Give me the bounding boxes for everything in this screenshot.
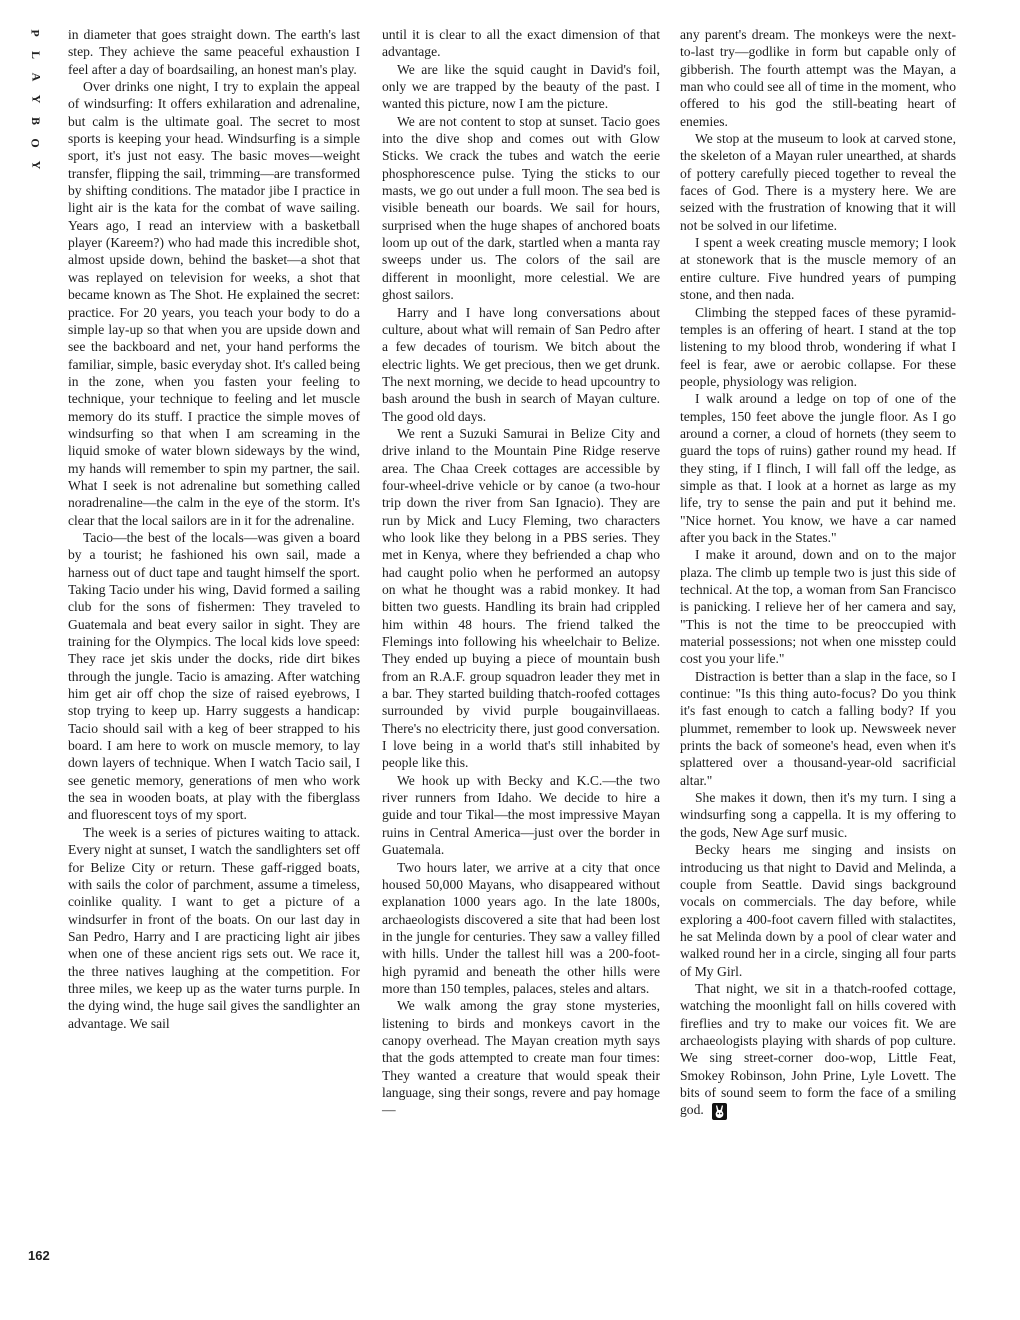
article-paragraph: We are like the squid caught in David's foil, only we are trapped by the beauty of the past. I wanted this picture, now I am the picture. (382, 61, 660, 112)
article-paragraph: Distraction is better than a slap in the face, so I continue: "Is this thing auto-focus? Do you think it's fast enough to catch a falling body? If you plummet, remember to look up. Newsweek never prints the back of someone's head, even when it's splattered over a thousand-year-old sacrificial altar." (680, 668, 956, 788)
article-paragraph: until it is clear to all the exact dimension of that advantage. (382, 27, 660, 60)
article-paragraph: in diameter that goes straight down. The earth's last step. They achieve the same peaceful exhaustion I feel after a day of boardsailing, an honest man's play. (68, 27, 360, 77)
article-paragraph: We are not content to stop at sunset. Tacio goes into the dive shop and comes out with Glow Sticks. We crack the tubes and watch the eerie phosphorescence pulse. Tying the sticks to our masts, we go out under a full moon. The sea bed is visible beneath our boards. We sail for hours, surprised when the huge shapes of anchored boats loom up out of the dark, startled when a manta ray sweeps under us. The colors of the sail are different in moonlight, more celestial. We are ghost sailors. (382, 113, 660, 303)
article-paragraph: Climbing the stepped faces of these pyramid-temples is an offering of heart. I stand at the top listening to my blood throb, wondering if what I feel is fear, awe or aerobic collapse. For these people, physiology was religion. (680, 304, 956, 389)
article-paragraph: We rent a Suzuki Samurai in Belize City and drive inland to the Mountain Pine Ridge reserve area. The Chaa Creek cottages are accessible by four-wheel-drive vehicle or by canoe (a two-hour trip down the river from San Ignacio). They are run by Mick and Lucy Fleming, two characters who look like they belong in a PBS series. They met in Kenya, where they befriended a chap who had caught polio when he performed an autopsy on what he thought was a rabid monkey. It had bitten two guests. Handling its brain had crippled him within 48 hours. The friend talked the Flemings into following his wheelchair to Belize. They ended up buying a piece of mountain bush from an R.A.F. group squadron leader they met in a bar. They started building thatch-roofed cottages surrounded by vivid purple bougainvillaeas. There's no electricity there, just good conversation. I love being in a world that's still inhabited by people like this. (382, 425, 661, 771)
article-paragraph-last (680, 980, 956, 1120)
article-paragraph: She makes it down, then it's my turn. I sing a windsurfing song a cappella. It is my offering to the gods, New Age surf music. (680, 790, 956, 840)
article-column-3 (680, 26, 956, 1120)
magazine-letter: L (28, 50, 43, 60)
article-paragraph: We stop at the museum to look at carved stone, the skeleton of a Mayan ruler unearthed, at shards of pottery carefully pieced together to reveal the faces of God. There is a mystery here. We are seized with the frustration of knowing that it will not be solved in our lifetime. (680, 131, 956, 233)
article-paragraph: I spent a week creating muscle memory; I look at stonework that is the muscle memory of an entire culture. Five hundred years of pumping stone, and then nada. (680, 235, 956, 303)
article-paragraph: The week is a series of pictures waiting to attack. Every night at sunset, I watch the sandlighters set off for Belize City or return. These gaff-rigged boats, with sails the color of parchment, assume a timeless, coinlike quality. I want to get a picture of a windsurfer in front of the boats. On our last day in San Pedro, Harry and I are practicing light air jibes when one of these ancient rigs sets out. We race it, the three natives laughing at the competition. For three miles, we keep up as the water turns purple. In the dying wind, the huge sail gives the sandlighter an advantage. We sail (68, 824, 360, 1031)
article-paragraph-text: That night, we sit in a thatch-roofed cottage, watching the moonlight fall on hills covered with fireflies and try to make our voices fit. We are archaeologists playing with shards of pop culture. We sing street-corner doo-wop, Little Feat, Smokey Robinson, John Prine, Lyle Lovett. The bits of sound seem to form the face of a smiling god. (680, 980, 956, 1118)
article-paragraph: We hook up with Becky and K.C.—the two river runners from Idaho. We decide to hire a guide and tour Tikal—the most impressive Mayan ruins in Central America—just over the border in Guatemala. (382, 772, 660, 858)
magazine-letter: Y (28, 160, 43, 170)
magazine-letter: A (28, 72, 43, 82)
article-paragraph: I walk around a ledge on top of one of the temples, 150 feet above the jungle floor. As I go around a corner, a cloud of hornets (they seem to guard the tops of ruins) gather round my head. If they sting, if I flinch, I will fall off the ledge, as simple as that. I look at a hornet as large as my life, try to sense the pain and put it behind me. "Nice hornet. You know, we have a car named after you back in the States." (680, 391, 956, 545)
article-column-1 (68, 26, 360, 1032)
article-paragraph: Becky hears me singing and insists on introducing us that night to David and Melinda, a couple from Seattle. David sings background vocals on commercials. The day before, while exploring a 400-foot cavern filled with stalactites, he sat Melinda down by a pool of clear water and walked round her in a circle, singing all four parts of My Girl. (680, 842, 956, 979)
magazine-letter: Y (28, 94, 43, 104)
article-paragraph: any parent's dream. The monkeys were the next-to-last try—godlike in form but capable only of gibberish. The fourth attempt was the Mayan, a man who could see all of time in the moment, who offered to his god the still-beating heart of enemies. (680, 27, 956, 129)
article-paragraph: We walk among the gray stone mysteries, listening to birds and monkeys cavort in the canopy overhead. The Mayan creation myth says that the gods attempted to create man four times: They wanted a creature that would speak their language, sing their songs, revere and pay homage— (382, 998, 660, 1118)
article-column-2 (382, 26, 660, 1119)
magazine-letter: O (29, 138, 43, 148)
magazine-letter: P (29, 29, 43, 37)
article-paragraph: I make it around, down and on to the major plaza. The climb up temple two is just this side of technical. At the top, a woman from San Francisco is panicking. I relieve her of her camera and say, "This is not the time to be preoccupied with material possessions; not when one misstep could cost you your life." (680, 547, 956, 667)
rabbit-head-end-icon (712, 1103, 727, 1120)
magazine-letter: B (28, 116, 43, 126)
article-paragraph: Harry and I have long conversations about culture, about what will remain of San Pedro after a few decades of tourism. We bitch about the electric lights. We get precious, then we get drunk. The next morning, we decide to head upcountry to bash around the bush in search of Mayan culture. The good old days. (382, 304, 660, 424)
page-number: 162 (28, 1248, 50, 1263)
article-paragraph: Two hours later, we arrive at a city that once housed 50,000 Mayans, who disappeared without explanation 1000 years ago. In the late 1800s, archaeologists discovered a site that had been lost in the jungle for centuries. They saw a valley filled with hills. Under the tallest hill was a 200-foot-high pyramid and beneath the other hills were more than 150 temples, palaces, steles and altars. (382, 859, 660, 996)
article-paragraph: Tacio—the best of the locals—was given a board by a tourist; he fashioned his own sail, made a harness out of duct tape and taught himself the sport. Taking Tacio under his wing, David formed a sailing club for the sons of fishermen: They traveled to Guatemala and beat every sailor in sight. They are training for the Olympics. The local kids love speed: They race jet skis under the docks, ride dirt bikes through the jungle. Tacio is amazing. After watching him get air off chop the size of raised eyebrows, I stop trying to keep up. Harry suggests a handicap: Tacio should sail with a keg of beer strapped to his board. I am here to work on muscle memory, to lay down layers of technique. When I watch Tacio sail, I see genetic memory, generations of men who work the sea in wooden boats, at play with the fiberglass and fluorescent toys of my sport. (68, 529, 360, 823)
article-paragraph: Over drinks one night, I try to explain the appeal of windsurfing: It offers exhilaration and adrenaline, but calm is the ultimate goal. The secret to most sports is keeping your head. Windsurfing is a simple sport, it's just not easy. The basic moves—weight transfer, flipping the sail, trimming—are transformed by shifting conditions. The matador jibe I practice in light air is the kata for the combat of wave sailing. Years ago, I read an interview with a basketball player (Kareem?) who had made this incredible shot, almost upside down, behind the basket—a shot that was replayed on television for weeks, a shot that became known as The Shot. He explained the secret: practice. For 20 years, you teach your body to do a simple lay-up so that when you are upside down and see the backboard and net, your hand performs the familiar, simple, basic everyday shot. It's called being in the zone, when you fasten your feeling to technique, your technique to feeling and let muscle memory do its stuff. I practice the simple moves of windsurfing so that when I am screaming in the liquid smoke of water blown sideways by the wind, my hands will remember to spin my partner, the sail. What I seek is not adrenaline but something called noradrenaline—the calm in the eye of the storm. It's clear that the local sailors are in it for the adrenaline. (68, 79, 360, 528)
magazine-name-vertical (28, 22, 44, 176)
